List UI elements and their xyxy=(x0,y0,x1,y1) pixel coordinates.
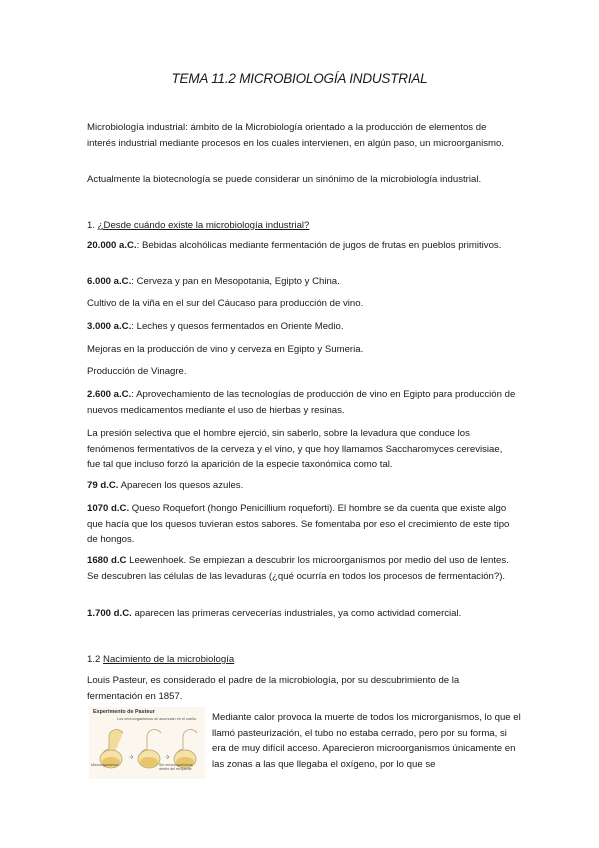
timeline-date: 3.000 a.C. xyxy=(87,321,132,332)
timeline-entry xyxy=(87,478,517,494)
section-1-2-number: 1.2 xyxy=(87,654,104,665)
timeline-text: aparecen las primeras cervecerías industriales, ya como actividad comercial. xyxy=(131,608,462,619)
timeline-text: : Cerveza y pan en Mesopotania, Egipto y China. xyxy=(131,276,340,287)
timeline-entry xyxy=(87,501,517,548)
section-1-2-title: Nacimiento de la microbiología xyxy=(103,654,235,665)
pasteur-paragraph: Louis Pasteur, es considerado el padre de la microbiología, por su descubrimiento de la fermentación en 1857. xyxy=(87,675,460,702)
pasteurization-paragraph: Mediante calor provoca la muerte de todos los microrganismos, lo que el llamó pasteurización, el tubo no estaba cerrado, pero por su forma, si era de muy difícil acceso. Aparecieron microorganismos únicamente en las zonas a las que llegaba el oxígeno, por lo que se xyxy=(212,712,521,770)
pasteur-experiment-figure xyxy=(89,707,205,779)
timeline-date: 1680 d.C xyxy=(87,555,127,566)
timeline-text: Aparecen los quesos azules. xyxy=(118,480,244,491)
timeline-date: 6.000 a.C. xyxy=(87,276,132,287)
timeline-date: 79 d.C. xyxy=(87,480,119,491)
timeline-date: 1070 d.C. xyxy=(87,503,130,514)
timeline-text: : Bebidas alcohólicas mediante fermentación de jugos de frutas en pueblos primitivos. xyxy=(136,240,502,251)
timeline-date: 1.700 d.C. xyxy=(87,608,132,619)
timeline-text: Leewenhoek. Se empiezan a descubrir los microorganismos por medio del uso de lentes. Se descubren las células de las levaduras (¿qué ocurría en todos los procesos de fermentación?). xyxy=(87,555,509,582)
figure-label-left: Microorganismos xyxy=(91,763,119,767)
figure-title: Experimento de Pasteur xyxy=(93,709,155,715)
figure-subtitle: Los microorganismos se acumulan en el cuello xyxy=(117,717,196,721)
timeline-entry xyxy=(87,238,517,254)
intro-paragraph-1: Microbiología industrial: ámbito de la Microbiología orientado a la producción de elementos de interés industrial mediante procesos en los cuales intervienen, en algún paso, un microorganismo. xyxy=(87,122,505,149)
timeline-date: 2.600 a.C. xyxy=(87,389,132,400)
timeline-text: Producción de Vinagre. xyxy=(87,366,187,377)
timeline-date: 20.000 a.C. xyxy=(87,240,137,251)
timeline-text: Cultivo de la viña en el sur del Cáucaso para producción de vino. xyxy=(87,298,364,309)
timeline-text: La presión selectiva que el hombre ejerció, sin saberlo, sobre la levadura que conduce los fenómenos fermentativos de la cerveza y el vino, y que hoy llamamos Saccharomyces cerevisiae, fue tal que incluso forzó la aparición de la especie taxonómica como tal. xyxy=(87,428,503,471)
timeline-entry xyxy=(87,606,517,622)
timeline-text: : Aprovechamiento de las tecnologías de producción de vino en Egipto para producción de nuevos medicamentos mediante el uso de hierbas y resinas. xyxy=(87,389,516,416)
intro-paragraph-2: Actualmente la biotecnología se puede considerar un sinónimo de la microbiología industrial. xyxy=(87,174,482,185)
figure-label-right: Sin microorganismos dentro del recipiente xyxy=(159,763,193,772)
timeline-text: : Leches y quesos fermentados en Oriente Medio. xyxy=(131,321,344,332)
page-title: TEMA 11.2 MICROBIOLOGÍA INDUSTRIAL xyxy=(171,71,428,86)
timeline-entry xyxy=(87,387,517,418)
timeline-entry xyxy=(87,296,517,312)
section-1-title: ¿Desde cuándo existe la microbiología industrial? xyxy=(97,220,310,231)
timeline-entry xyxy=(87,553,517,584)
timeline-entry xyxy=(87,342,517,358)
timeline-text: Mejoras en la producción de vino y cerveza en Egipto y Sumeria. xyxy=(87,344,364,355)
section-1-number: 1. xyxy=(87,220,98,231)
section-1-heading xyxy=(87,218,517,234)
timeline-entry xyxy=(87,426,517,473)
timeline-text: Queso Roquefort (hongo Penicillium roqueforti). El hombre se da cuenta que existe algo que hacía que los quesos tuvieran estos sabores. Se fomentaba por eso el crecimiento de este tipo de hongos. xyxy=(87,503,510,546)
section-1-2-heading xyxy=(87,652,517,668)
timeline-entry xyxy=(87,274,517,290)
timeline-entry xyxy=(87,319,517,335)
timeline-entry xyxy=(87,364,517,380)
